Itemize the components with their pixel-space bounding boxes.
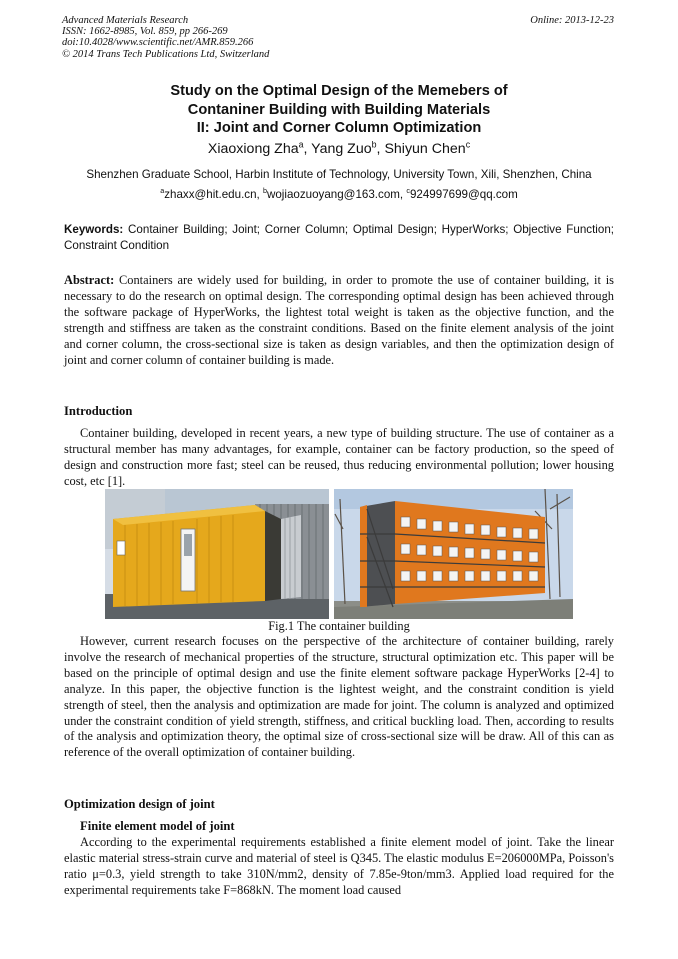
affiliation: Shenzhen Graduate School, Harbin Institute of Technology, University Town, Xili, Shenzhen, China [86, 168, 592, 181]
keywords [64, 222, 614, 253]
abstract-text: Containers are widely used for building, in order to promote the use of container building, it is necessary to do the research on optimal design. The corresponding optimal design has been achieved through the software package of HyperWorks, the lightest total weight is taken as the objective function, and the strength and stiffness are taken as the constraint conditions. Based on the finite element analysis of the joint and corner column, the cross-sectional size is taken as design variables, and then the optimization design of joint and corner column of container building is made. [64, 273, 614, 367]
container-photos [105, 489, 573, 619]
intro-paragraph-2: However, current research focuses on the perspective of the architecture of container building, rarely involve the research of mechanical properties of the structure, structural optimization etc. This paper will be based on the principle of optimal design and use the finite element software package HyperWorks [2-4] to analyze. In this paper, the objective function is the lightest weight, and the constraint condition is yield strength of steel, then the analysis and optimization are made for joint. The column is analyzed and optimized under the constraint condition of yield strength, stiffness, and critical buckling load. Then, according to results of the analysis and optimization theory, the optimal size of cross-sectional size will be draw. All of this can as reference of the overall optimization of container building. [64, 634, 614, 760]
email: $^c$924997699@qq.com [406, 186, 518, 201]
photo-yellow-container [105, 489, 329, 619]
section2-paragraph-1: According to the experimental requirements established a finite element model of joint. Take the linear elastic material stress-strain curve and material of steel is Q345. The elastic modulus E=206000MPa, Poisson's ratio μ=0.3, yield strength to take 310N/mm2, density of 7.85e-9ton/mm3. Applied load required for the experimental requirements take F=868kN. The moment load caused [64, 835, 614, 897]
title-line-2: Contaniner Building with Building Materials [187, 101, 491, 118]
keywords-text: Container Building; Joint; Corner Column; Optimal Design; HyperWorks; Objective Function; Constraint Condition [64, 223, 614, 252]
author-list [0, 141, 678, 157]
issn-line: ISSN: 1662-8985, Vol. 859, pp 266-269 [62, 26, 228, 38]
journal-header [62, 15, 269, 60]
figure-container-building [105, 489, 573, 619]
keywords-label: Keywords: [64, 223, 124, 236]
photo-stacked-containers [334, 489, 573, 619]
intro-paragraph-1: Container building, developed in recent years, a new type of building structure. The use of container as a structural member has many advantages, for example, container can be factory production, so the speed of design and construction more fast; steel can be reused, thus reducing environmental pollution; lower housing cost, etc [1]. [64, 426, 614, 488]
journal-name: Advanced Materials Research [62, 15, 189, 26]
title-line-1: Study on the Optimal Design of the Memebers of [170, 83, 508, 99]
author: Xiaoxiong Zha$^a$, [207, 139, 312, 157]
author: Shiyun Chen$^c$ [384, 139, 471, 157]
figure-caption: Fig.1 The container building [268, 619, 410, 633]
author: Yang Zuo$^b$, [311, 139, 385, 157]
section-heading-optimization-joint: Optimization design of joint [64, 797, 215, 811]
copyright-line: © 2014 Trans Tech Publications Ltd, Switzerland [62, 48, 270, 60]
abstract-label: Abstract: [64, 273, 115, 287]
email: $^b$wojiaozuoyang@163.com, [262, 186, 407, 201]
abstract [64, 273, 614, 368]
section-heading-introduction: Introduction [64, 404, 133, 418]
doi-line: doi:10.4028/www.scientific.net/AMR.859.266 [62, 37, 254, 49]
title-line-3: II: Joint and Corner Column Optimization [196, 120, 482, 137]
subsection-heading-fe-model: Finite element model of joint [80, 819, 235, 833]
online-date: Online: 2013-12-23 [530, 15, 614, 26]
email: $^a$zhaxx@hit.edu.cn, [160, 186, 263, 201]
paper-title [0, 82, 678, 138]
email-list [0, 188, 678, 201]
